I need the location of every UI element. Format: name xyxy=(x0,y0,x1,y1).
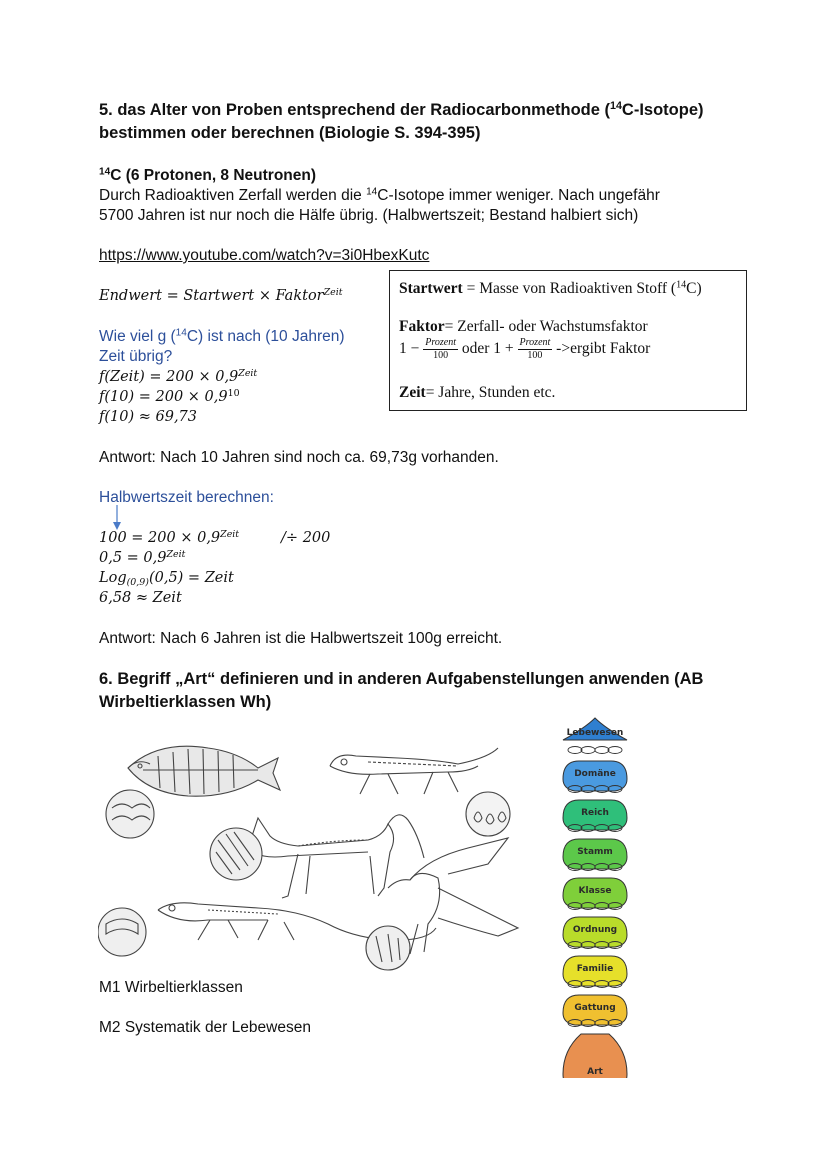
taxonomy-label: Stamm xyxy=(577,847,613,857)
taxonomy-level-0 xyxy=(563,718,627,754)
faktor-formula xyxy=(399,337,650,362)
taxonomy-label: Reich xyxy=(581,808,609,818)
hw-line-3 xyxy=(99,568,330,588)
isotope-subheading xyxy=(99,166,316,186)
taxonomy-level-4 xyxy=(563,878,627,910)
calc-line-2 xyxy=(99,387,257,407)
faktor-result: ->ergibt Faktor xyxy=(556,340,651,358)
ring-shape xyxy=(595,747,609,754)
hw-line-4 xyxy=(99,588,330,608)
fish-skeleton-icon xyxy=(128,746,280,796)
vertebrate-classes-illustration xyxy=(98,728,526,980)
heading-line2: bestimmen oder berechnen (Biologie S. 394-395) xyxy=(99,124,481,142)
heading-text-end: C-Isotope) xyxy=(621,101,704,119)
isotope-sup: 14 xyxy=(676,279,687,291)
hw-line-1 xyxy=(99,528,330,548)
startwert-text: = Masse von Radioaktiven Stoff ( xyxy=(462,280,677,297)
decay-text-b: C-Isotope immer weniger. Nach ungefähr xyxy=(377,187,660,204)
isotope-sup: 14 xyxy=(366,186,378,198)
calc-text: f(10) = 200 × 0,9 xyxy=(99,389,228,405)
taxonomy-label: Familie xyxy=(576,964,614,974)
hw-line-2 xyxy=(99,548,330,568)
hw-sub: (0,9) xyxy=(126,576,149,588)
question-b: C) ist nach (10 Jahren) xyxy=(186,328,345,345)
formula-sup: Zeit xyxy=(323,286,343,298)
taxonomy-level-3 xyxy=(563,839,627,871)
calc-sup: Zeit xyxy=(238,367,258,379)
question-c: Zeit übrig? xyxy=(99,348,173,365)
faktor-label: Faktor xyxy=(399,318,445,335)
zeit-label: Zeit xyxy=(399,384,426,401)
salamander-skeleton-icon xyxy=(330,748,498,794)
hw-operation: /÷ 200 xyxy=(281,530,331,546)
caption-m2: M2 Systematik der Lebewesen xyxy=(99,1019,311,1036)
formula-text: Endwert = Startwert × Faktor xyxy=(99,288,324,304)
heading-line2: Wirbeltierklassen Wh) xyxy=(99,693,272,711)
hw-text: 100 = 200 × 0,9 xyxy=(99,530,221,546)
caption-m1: M1 Wirbeltierklassen xyxy=(99,979,243,996)
faktor-def xyxy=(399,318,648,336)
section6-heading xyxy=(99,668,739,714)
calc-sup: 10 xyxy=(227,387,240,399)
half-life-calc xyxy=(99,528,330,608)
hw-sup: Zeit xyxy=(220,528,240,540)
fraction-numerator: Prozent xyxy=(425,337,456,348)
startwert-label: Startwert xyxy=(399,280,463,297)
decay-text xyxy=(99,186,660,226)
calc-line-1 xyxy=(99,367,257,387)
question-a: Wie viel g ( xyxy=(99,328,176,345)
definition-box xyxy=(389,270,747,411)
taxonomy-level-6 xyxy=(563,956,627,988)
taxonomy-label: Lebewesen xyxy=(566,728,624,738)
taxonomy-stack xyxy=(555,716,635,1078)
taxonomy-level-5 xyxy=(563,917,627,949)
isotope-sup: 14 xyxy=(609,100,622,113)
calculation xyxy=(99,367,257,427)
isotope-sup: 14 xyxy=(175,327,187,339)
hw-sup: Zeit xyxy=(166,548,186,560)
hw-text-b: (0,5) = Zeit xyxy=(148,570,234,586)
ring-shape xyxy=(581,747,595,754)
calc-line-3 xyxy=(99,407,257,427)
percent-fraction xyxy=(423,337,458,362)
zeit-text: = Jahre, Stunden etc. xyxy=(425,384,556,401)
startwert-def xyxy=(399,280,702,298)
taxonomy-level-1 xyxy=(563,761,627,793)
faktor-text: = Zerfall- oder Wachstumsfaktor xyxy=(444,318,648,335)
taxonomy-level-8 xyxy=(563,1034,627,1078)
isotope-sup: 14 xyxy=(99,166,111,178)
hw-text: Log xyxy=(99,570,127,586)
fraction-denominator: 100 xyxy=(527,350,543,361)
taxonomy-label: Gattung xyxy=(574,1003,616,1013)
ring-shape xyxy=(608,747,622,754)
subheading-text: C (6 Protonen, 8 Neutronen) xyxy=(110,167,317,184)
taxonomy-label: Klasse xyxy=(578,886,612,896)
fraction-numerator: Prozent xyxy=(519,337,551,348)
ring-shape xyxy=(568,747,582,754)
percent-fraction xyxy=(518,337,553,362)
taxonomy-label: Domäne xyxy=(574,769,616,779)
calc-text: f(Zeit) = 200 × 0,9 xyxy=(99,369,239,385)
one-minus: 1 − xyxy=(399,340,420,358)
hw-text: 6,58 ≈ Zeit xyxy=(99,590,182,606)
answer-1: Antwort: Nach 10 Jahren sind noch ca. 69,73g vorhanden. xyxy=(99,449,499,466)
or-one-plus: oder 1 + xyxy=(461,340,514,358)
heading-text: 5. das Alter von Proben entsprechend der Radiocarbonmethode ( xyxy=(99,101,610,119)
question xyxy=(99,327,345,367)
calc-text: f(10) ≈ 69,73 xyxy=(99,409,198,425)
answer-2: Antwort: Nach 6 Jahren ist die Halbwertszeit 100g erreicht. xyxy=(99,630,503,647)
main-formula xyxy=(99,286,343,306)
youtube-link[interactable]: https://www.youtube.com/watch?v=3i0HbexKutc xyxy=(99,247,430,264)
decay-text-line2: 5700 Jahren ist nur noch die Hälfe übrig. (Halbwertszeit; Bestand halbiert sich) xyxy=(99,207,639,224)
decay-text-a: Durch Radioaktiven Zerfall werden die xyxy=(99,187,367,204)
zeit-def xyxy=(399,384,555,402)
taxonomy-level-2 xyxy=(563,800,627,832)
dog-skeleton-icon xyxy=(248,815,424,898)
hw-text: 0,5 = 0,9 xyxy=(99,550,167,566)
half-life-heading: Halbwertszeit berechnen: xyxy=(99,489,274,506)
bird-skeleton-icon xyxy=(388,838,518,954)
section5-heading xyxy=(99,99,739,145)
startwert-end: C) xyxy=(686,280,702,297)
heading-line1: 6. Begriff „Art“ definieren und in anderen Aufgabenstellungen anwenden (AB xyxy=(99,670,704,688)
taxonomy-label: Ordnung xyxy=(572,925,618,935)
taxonomy-label: Art xyxy=(587,1067,603,1077)
taxonomy-level-7 xyxy=(563,995,627,1027)
fraction-denominator: 100 xyxy=(433,350,449,361)
